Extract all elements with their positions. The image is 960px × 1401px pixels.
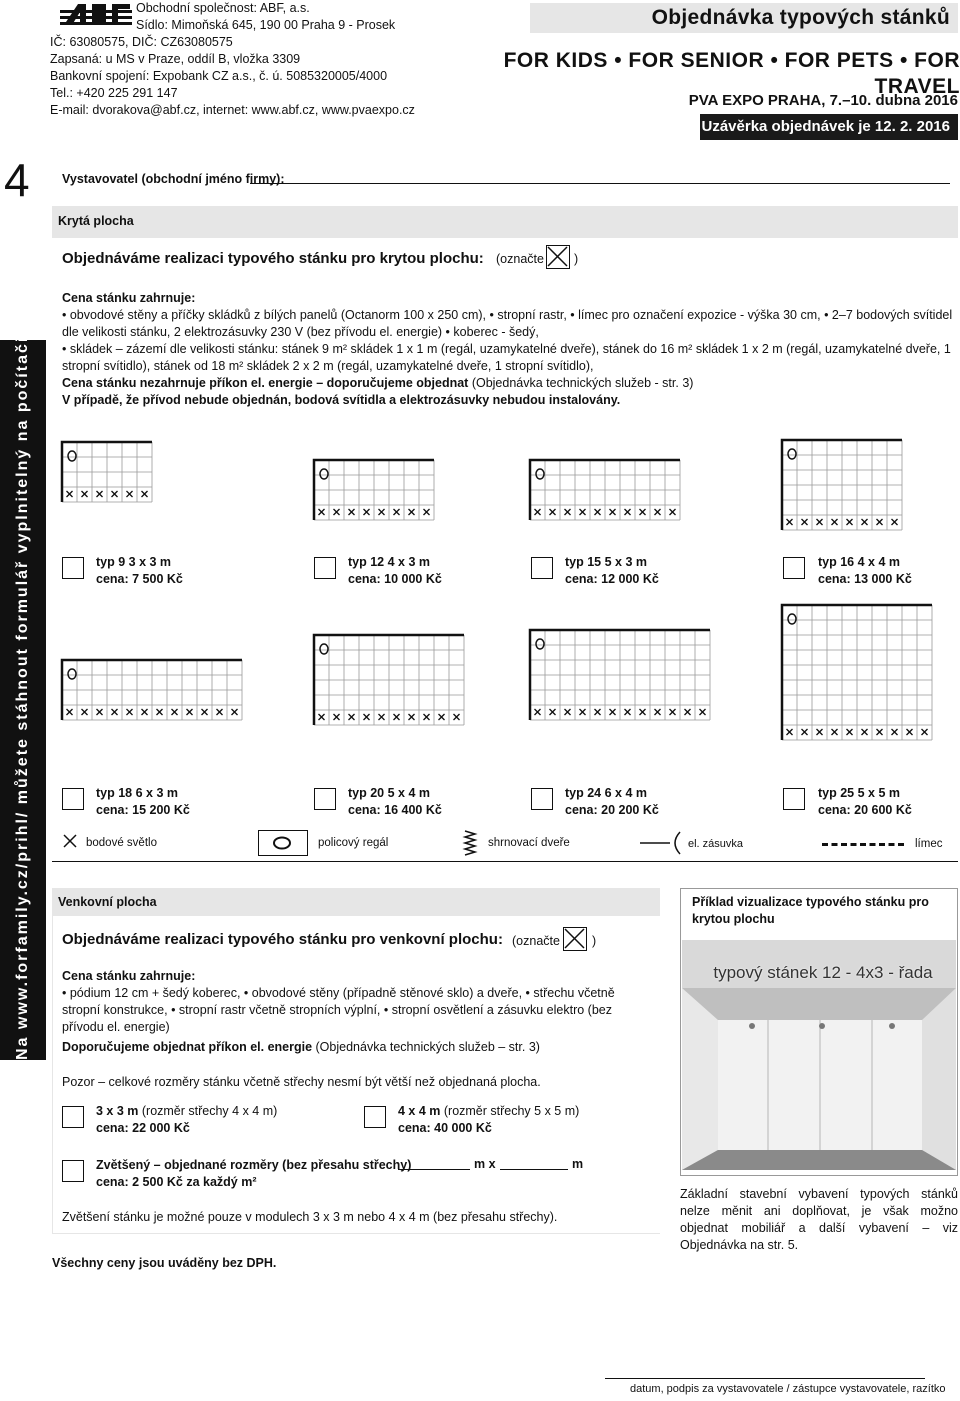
plan-typ15 (530, 460, 680, 520)
legend-divider (52, 861, 958, 862)
covered-bullet-1: • obvodové stěny a příčky skládků z bílých panelů (Octanorm 100 x 250 cm), • stropní rastr, • límec pro označení expozice - výška 30 cm, • 2–7 bodových svítidel dle velikosti stánku, 2 elektrozásuvky 230 V (bez přívodu el. energie) • koberec - šedý, (62, 308, 953, 339)
legend-spot: bodové světlo (86, 837, 157, 849)
stand-checkbox-typ24[interactable] (531, 788, 553, 810)
plan-typ18 (62, 660, 242, 720)
folding-door-icon (462, 830, 478, 861)
deadline-badge: Uzávěrka objednávek je 12. 2. 2016 (700, 114, 958, 140)
plan-typ20 (314, 635, 464, 725)
outdoor-option-3x3: 3 x 3 m (rozměr střechy 4 x 4 m) cena: 22 000 Kč (96, 1104, 278, 1135)
outdoor-mark-example (563, 927, 587, 951)
outdoor-order-title: Objednáváme realizaci typového stánku pro venkovní plochu: (62, 931, 503, 948)
company-contact: E-mail: dvorakova@abf.cz, internet: www.abf.cz, www.pvaexpo.cz (50, 103, 415, 117)
exhibitor-label: Vystavovatel (obchodní jméno firmy): (62, 172, 285, 186)
fascia-icon (822, 843, 904, 846)
enlarged-mx: m x (474, 1157, 496, 1171)
company-bank: Bankovní spojení: Expobank CZ a.s., č. ú. 5085320005/4000 (50, 69, 388, 83)
exhibitor-name-field[interactable] (250, 183, 950, 184)
socket-icon (640, 830, 684, 861)
visualisation-title: Příklad vizualizace typového stánku pro krytou plochu (692, 895, 929, 926)
fair-subtitle: FOR KIDS • FOR SENIOR • FOR PETS • FOR TRAVEL (503, 49, 960, 99)
outdoor-recommend: Doporučujeme objednat příkon el. energie (Objednávka technických služeb – str. 3) (62, 1040, 540, 1054)
legend-socket: el. zásuvka (688, 838, 744, 850)
covered-bullet-2: • skládek – zázemí dle velikosti stánku: stánek 9 m² skládek 1 x 1 m (regál, uzamykatelné dveře), stánek do 16 m² skládek 1 x 2 m (regál, uzamykatelné dveře, 1 stropní svítidlo), stánek od 18 m² skládek 2 x 2 m (regál, uzamykatelné dveře, 1 stropní svítidlo), (62, 342, 951, 373)
plan-typ16 (782, 440, 902, 530)
outdoor-option-enlarged: Zvětšený – objednané rozměry (bez přesahu střechy) cena: 2 500 Kč za každý m² (96, 1158, 412, 1189)
company-info (50, 0, 430, 119)
outdoor-checkbox-3x3[interactable] (62, 1106, 84, 1128)
enlarged-width-field[interactable] (500, 1169, 568, 1170)
stand-typ18: typ 18 6 x 3 m cena: 15 200 Kč (96, 786, 190, 817)
signature-field[interactable] (605, 1378, 925, 1379)
covered-mark-example (546, 245, 570, 269)
outdoor-option-4x4: 4 x 4 m (rozměr střechy 5 x 5 m) cena: 40 000 Kč (398, 1104, 580, 1135)
side-banner-text: Na www.forfamily.cz/prihl/ můžete stáhnout formulář vyplnitelný na počítači. (14, 329, 31, 1060)
covered-includes (62, 290, 954, 409)
outdoor-includes-heading: Cena stánku zahrnuje: (62, 969, 196, 983)
covered-mark-close: ) (574, 252, 579, 266)
stand-checkbox-typ15[interactable] (531, 557, 553, 579)
visualisation-banner: typový stánek 12 - 4x3 - řada (713, 963, 933, 982)
company-phone: Tel.: +420 225 291 147 (50, 86, 178, 100)
shelf-icon (258, 830, 308, 856)
plan-typ12 (314, 460, 434, 520)
plan-typ24 (530, 630, 710, 720)
stand-typ25: typ 25 5 x 5 m cena: 20 600 Kč (818, 786, 912, 817)
plan-typ9 (62, 442, 152, 502)
company-ids: IČ: 63080575, DIČ: CZ63080575 (50, 35, 233, 49)
covered-warning: V případě, že přívod nebude objednán, bodová svítidla a elektrozásuvky nebudou instalovány. (62, 393, 621, 407)
outdoor-bullet: • pódium 12 cm + šedý koberec, • obvodové stěny (případně stěnové sklo) a dveře, • střechu včetně stropní konstrukce, • stropní rastr včetně stropních výplní, • stropní osvětlení a zásuvku elektro (bez přívodu el. energie) (62, 986, 615, 1034)
spot-light-icon (62, 833, 78, 854)
covered-section-header: Krytá plocha (52, 206, 958, 238)
stand-checkbox-typ20[interactable] (314, 788, 336, 810)
legend-door: shrnovací dveře (488, 837, 570, 849)
visualisation-caption: Základní stavební vybavení typových stánků nelze měnit ani doplňovat, je však možno objednat mobiliář a další vybavení – viz Objednávka na str. 5. (680, 1187, 958, 1252)
outdoor-module-note: Zvětšení stánku je možné pouze v modulech 3 x 3 m nebo 4 x 4 m (bez přesahu střechy). (62, 1210, 558, 1224)
stand-typ24: typ 24 6 x 4 m cena: 20 200 Kč (565, 786, 659, 817)
stand-typ16: typ 16 4 x 4 m cena: 13 000 Kč (818, 555, 912, 586)
fair-date: PVA EXPO PRAHA, 7.–10. dubna 2016 (688, 92, 958, 109)
company-address: Sídlo: Mimoňská 645, 190 00 Praha 9 - Prosek (136, 18, 396, 32)
stand-checkbox-typ16[interactable] (783, 557, 805, 579)
outdoor-includes (62, 968, 654, 1036)
stand-checkbox-typ12[interactable] (314, 557, 336, 579)
stand-checkbox-typ9[interactable] (62, 557, 84, 579)
plan-typ25 (782, 605, 932, 740)
company-registry: Zapsaná: u MS v Praze, oddíl B, vložka 3309 (50, 52, 301, 66)
covered-includes-heading: Cena stánku zahrnuje: (62, 291, 196, 305)
outdoor-mark-hint: (označte (512, 934, 560, 948)
form-title: Objednávka typových stánků (530, 3, 958, 33)
covered-mark-hint: (označte (496, 252, 544, 266)
stand-typ12: typ 12 4 x 3 m cena: 10 000 Kč (348, 555, 442, 586)
outdoor-mark-close: ) (592, 934, 597, 948)
stand-typ20: typ 20 5 x 4 m cena: 16 400 Kč (348, 786, 442, 817)
vat-note: Všechny ceny jsou uváděny bez DPH. (52, 1256, 277, 1270)
legend-fascia: límec (915, 838, 943, 850)
outdoor-warning: Pozor – celkové rozměry stánku včetně střechy nesmí být větší než objednaná plocha. (62, 1075, 541, 1089)
company-name: Obchodní společnost: ABF, a.s. (136, 1, 310, 15)
outdoor-checkbox-enlarged[interactable] (62, 1160, 84, 1182)
enlarged-length-field[interactable] (398, 1169, 470, 1170)
page-number: 4 (4, 154, 30, 206)
stand-plans (52, 410, 958, 830)
covered-energy-note: Cena stánku nezahrnuje příkon el. energie – doporučujeme objednat (Objednávka technických služeb - str. 3) (62, 376, 694, 390)
covered-order-title: Objednáváme realizaci typového stánku pro krytou plochu: (62, 250, 484, 267)
outdoor-section-header: Venkovní plocha (52, 888, 660, 916)
stand-typ15: typ 15 5 x 3 m cena: 12 000 Kč (565, 555, 659, 586)
stand-checkbox-typ25[interactable] (783, 788, 805, 810)
legend-shelf: policový regál (318, 837, 389, 849)
enlarged-m: m (572, 1157, 584, 1171)
stand-typ9: typ 9 3 x 3 m cena: 7 500 Kč (96, 555, 183, 586)
signature-label: datum, podpis za vystavovatele / zástupce vystavovatele, razítko (630, 1383, 946, 1395)
outdoor-checkbox-4x4[interactable] (364, 1106, 386, 1128)
stand-checkbox-typ18[interactable] (62, 788, 84, 810)
